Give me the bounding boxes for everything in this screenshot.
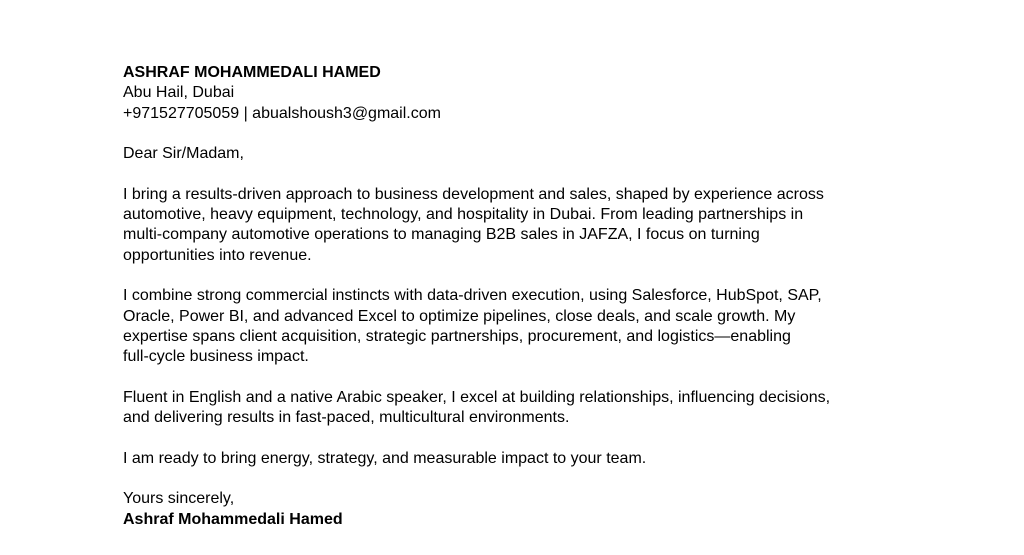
paragraph-line: and delivering results in fast-paced, multicultural environments. bbox=[123, 409, 570, 427]
letter-signoff bbox=[123, 489, 913, 530]
paragraph-skills bbox=[123, 286, 913, 367]
paragraph-line: full-cycle business impact. bbox=[123, 348, 309, 366]
paragraph-line: I bring a results-driven approach to business development and sales, shaped by experience across bbox=[123, 185, 824, 203]
paragraph-line: expertise spans client acquisition, strategic partnerships, procurement, and logistics—enabling bbox=[123, 327, 791, 345]
spacer bbox=[123, 367, 913, 387]
spacer bbox=[123, 164, 913, 184]
paragraph-line: I combine strong commercial instincts with data-driven execution, using Salesforce, HubSpot, SAP, bbox=[123, 287, 822, 305]
spacer bbox=[123, 124, 913, 144]
paragraph-line: opportunities into revenue. bbox=[123, 246, 312, 264]
paragraph-line: Oracle, Power BI, and advanced Excel to optimize pipelines, close deals, and scale growth. My bbox=[123, 307, 796, 325]
paragraph-line: Fluent in English and a native Arabic speaker, I excel at building relationships, influencing decisions, bbox=[123, 388, 831, 406]
paragraph-line: automotive, heavy equipment, technology, and hospitality in Dubai. From leading partnerships in bbox=[123, 206, 804, 224]
cover-letter bbox=[123, 63, 913, 530]
paragraph-closing-statement bbox=[123, 449, 913, 469]
letter-header bbox=[123, 63, 913, 124]
sender-contact: +971527705059 | abualshoush3@gmail.com bbox=[123, 104, 441, 122]
spacer bbox=[123, 266, 913, 286]
sender-name: ASHRAF MOHAMMEDALI HAMED bbox=[123, 64, 381, 81]
paragraph-line: I am ready to bring energy, strategy, and measurable impact to your team. bbox=[123, 449, 647, 467]
sender-location: Abu Hail, Dubai bbox=[123, 84, 235, 102]
closing-phrase: Yours sincerely, bbox=[123, 490, 235, 508]
paragraph-line: multi-company automotive operations to managing B2B sales in JAFZA, I focus on turning bbox=[123, 226, 760, 244]
signature-name: Ashraf Mohammedali Hamed bbox=[123, 510, 343, 528]
paragraph-intro bbox=[123, 185, 913, 266]
spacer bbox=[123, 469, 913, 489]
spacer bbox=[123, 428, 913, 448]
salutation: Dear Sir/Madam, bbox=[123, 145, 244, 163]
paragraph-languages bbox=[123, 388, 913, 429]
